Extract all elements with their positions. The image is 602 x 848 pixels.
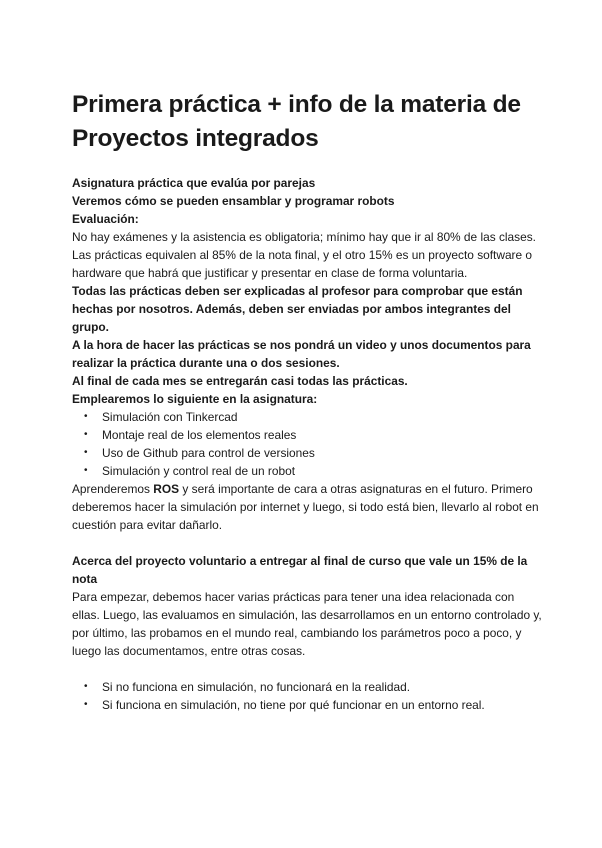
intro-line-1: Asignatura práctica que evalúa por parejas <box>72 176 316 190</box>
page-title: Primera práctica + info de la materia de Proyectos integrados <box>72 91 521 152</box>
explanation-paragraph: Todas las prácticas deben ser explicadas al profesor para comprobar que están hechas por nosotros. Además, deben ser enviadas por ambos integrantes del grupo. <box>72 284 523 334</box>
evaluation-text: No hay exámenes y la asistencia es obligatoria; mínimo hay que ir al 80% de las clases. Las prácticas equivalen al 85% de la nota final, y el otro 15% es un proyecto software o hardware que habrá que justificar y presentar en clase de forma voluntaria. <box>72 230 536 280</box>
document-page <box>72 88 542 714</box>
list-item: • Si funciona en simulación, no tiene por qué funcionar en un entorno real. <box>72 696 542 714</box>
tools-list <box>72 408 542 480</box>
ros-text-before: Aprenderemos <box>72 482 154 496</box>
intro-line-2: Veremos cómo se pueden ensamblar y programar robots <box>72 194 395 208</box>
deadline-paragraph: Al final de cada mes se entregarán casi todas las prácticas. <box>72 374 408 388</box>
project-text: Para empezar, debemos hacer varias prácticas para tener una idea relacionada con ellas. Luego, las evaluamos en simulación, las desarrollamos en un entorno controlado y, por último, las probamos en el mundo real, cambiando los parámetros poco a poco, y luego las documentamos, entre otras cosas. <box>72 590 542 658</box>
list-item: • Simulación con Tinkercad <box>72 408 542 426</box>
spacer <box>72 660 542 678</box>
list-item: • Montaje real de los elementos reales <box>72 426 542 444</box>
ros-text-after: y será importante de cara a otras asignaturas en el futuro. Primero deberemos hacer la simulación por internet y luego, si todo está bien, llevarlo al robot en cuestión para evitar dañarlo. <box>72 482 539 532</box>
project-heading: Acerca del proyecto voluntario a entregar al final de curso que vale un 15% de la nota <box>72 554 528 586</box>
spacer <box>72 534 542 552</box>
ros-paragraph <box>72 480 542 534</box>
list-item: • Si no funciona en simulación, no funcionará en la realidad. <box>72 678 542 696</box>
tools-heading: Emplearemos lo siguiente en la asignatura: <box>72 392 318 406</box>
video-paragraph: A la hora de hacer las prácticas se nos pondrá un video y unos documentos para realizar la práctica durante una o dos sesiones. <box>72 338 531 370</box>
list-item: • Uso de Github para control de versiones <box>72 444 542 462</box>
ros-highlight: ROS <box>153 482 180 496</box>
rules-list <box>72 678 542 714</box>
list-item: • Simulación y control real de un robot <box>72 462 542 480</box>
evaluation-heading: Evaluación: <box>72 212 139 226</box>
